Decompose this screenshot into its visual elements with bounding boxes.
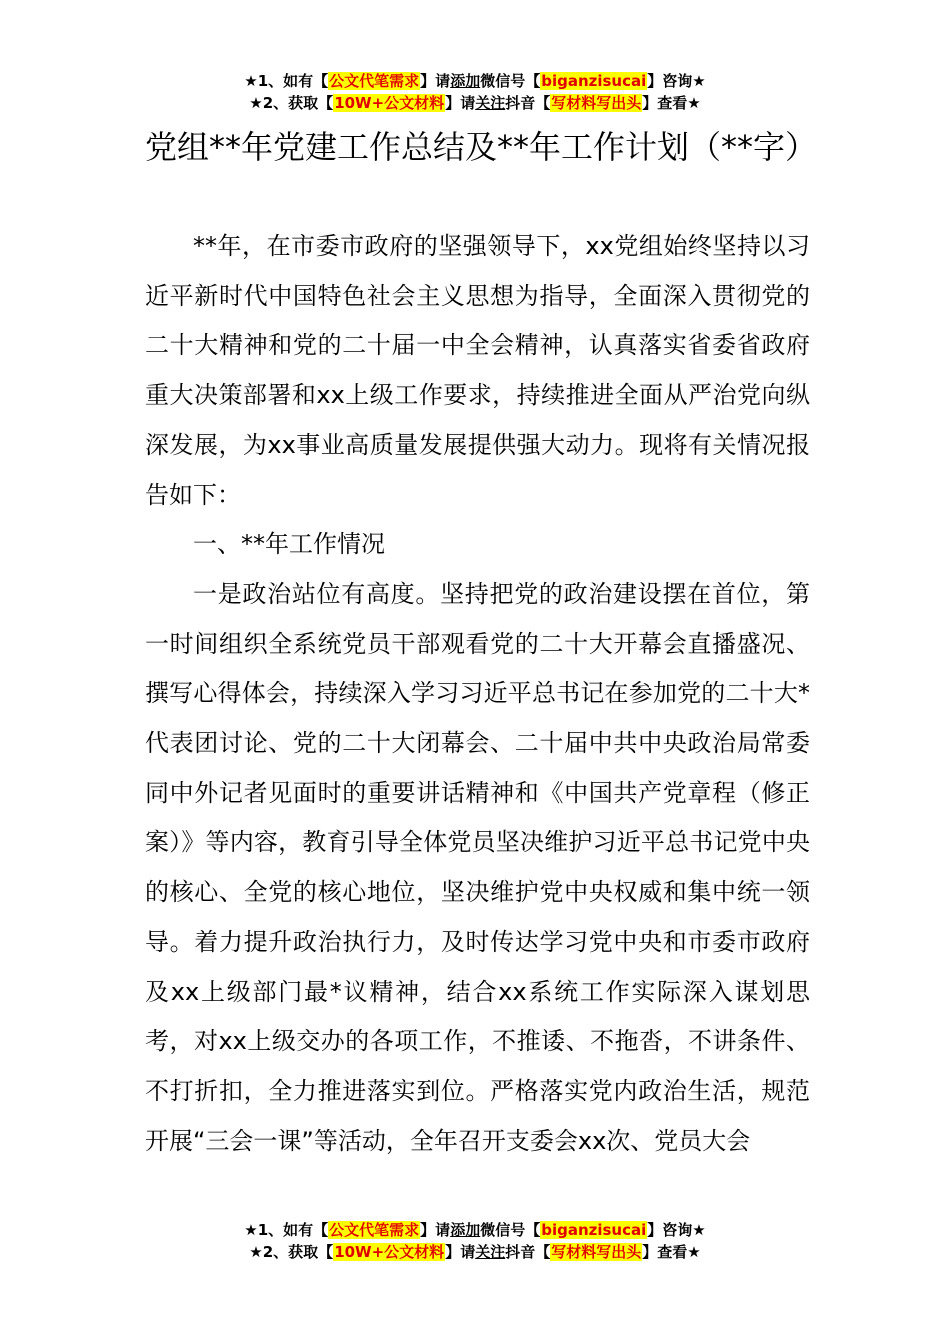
banner-line-2 — [0, 1241, 950, 1263]
banner-text: 抖音【 — [505, 1243, 551, 1261]
banner-text: 】请 — [420, 1221, 451, 1239]
douyin-id: 写材料写出头 — [551, 94, 642, 112]
wechat-id: biganzisucai — [541, 1221, 647, 1239]
highlight-text: 10W+公文材料 — [334, 1243, 445, 1261]
banner-line-2 — [0, 92, 950, 114]
banner-text: 】请 — [445, 94, 476, 112]
banner-line-1 — [0, 1219, 950, 1241]
underlined-text: 关注 — [475, 94, 506, 112]
banner-text: 】咨询★ — [647, 1221, 706, 1239]
banner-text: 微信号【 — [480, 1221, 541, 1239]
document-body — [145, 222, 810, 1166]
body-paragraph: 一是政治站位有高度。坚持把党的政治建设摆在首位，第一时间组织全系统党员干部观看党的二十大开幕会直播盛况、撰写心得体会，持续深入学习习近平总书记在参加党的二十大*代表团讨论、党的二十大闭幕会、二十届中共中央政治局常委同中外记者见面时的重要讲话精神和《中国共产党章程（修正案）》等内容，教育引导全体党员坚决维护习近平总书记党中央的核心、全党的核心地位，坚决维护党中央权威和集中统一领导。着力提升政治执行力，及时传达学习党中央和市委市政府及xx上级部门最*议精神，结合xx系统工作实际深入谋划思考，对xx上级交办的各项工作，不推诿、不拖沓，不讲条件、不打折扣，全力推进落实到位。严格落实党内政治生活，规范开展“三会一课”等活动，全年召开支委会xx次、党员大会 — [145, 579, 810, 1155]
document-title: 党组**年党建工作总结及**年工作计划（**字） — [145, 128, 818, 166]
banner-text: 】查看★ — [642, 1243, 701, 1261]
banner-text: 】咨询★ — [647, 72, 706, 90]
footer-banner — [0, 1219, 950, 1263]
banner-text: 】请 — [420, 72, 451, 90]
section-heading: 一、**年工作情况 — [193, 530, 385, 559]
banner-text: 】请 — [445, 1243, 476, 1261]
banner-text: ★2、获取【 — [249, 94, 334, 112]
underlined-text: 添加 — [450, 72, 481, 90]
banner-text: ★2、获取【 — [249, 1243, 334, 1261]
douyin-id: 写材料写出头 — [551, 1243, 642, 1261]
wechat-id: biganzisucai — [541, 72, 647, 90]
underlined-text: 添加 — [450, 1221, 481, 1239]
banner-text: 】查看★ — [642, 94, 701, 112]
banner-line-1 — [0, 70, 950, 92]
underlined-text: 关注 — [475, 1243, 506, 1261]
highlight-text: 公文代笔需求 — [329, 1221, 420, 1239]
highlight-text: 公文代笔需求 — [329, 72, 420, 90]
banner-text: ★1、如有【 — [244, 1221, 329, 1239]
banner-text: ★1、如有【 — [244, 72, 329, 90]
highlight-text: 10W+公文材料 — [334, 94, 445, 112]
banner-text: 微信号【 — [480, 72, 541, 90]
intro-paragraph: **年，在市委市政府的坚强领导下，xx党组始终坚持以习近平新时代中国特色社会主义思想为指导，全面深入贯彻党的二十大精神和党的二十届一中全会精神，认真落实省委省政府重大决策部署和xx上级工作要求，持续推进全面从严治党向纵深发展，为xx事业高质量发展提供强大动力。现将有关情况报告如下： — [145, 232, 810, 509]
banner-text: 抖音【 — [505, 94, 551, 112]
header-banner — [0, 70, 950, 114]
